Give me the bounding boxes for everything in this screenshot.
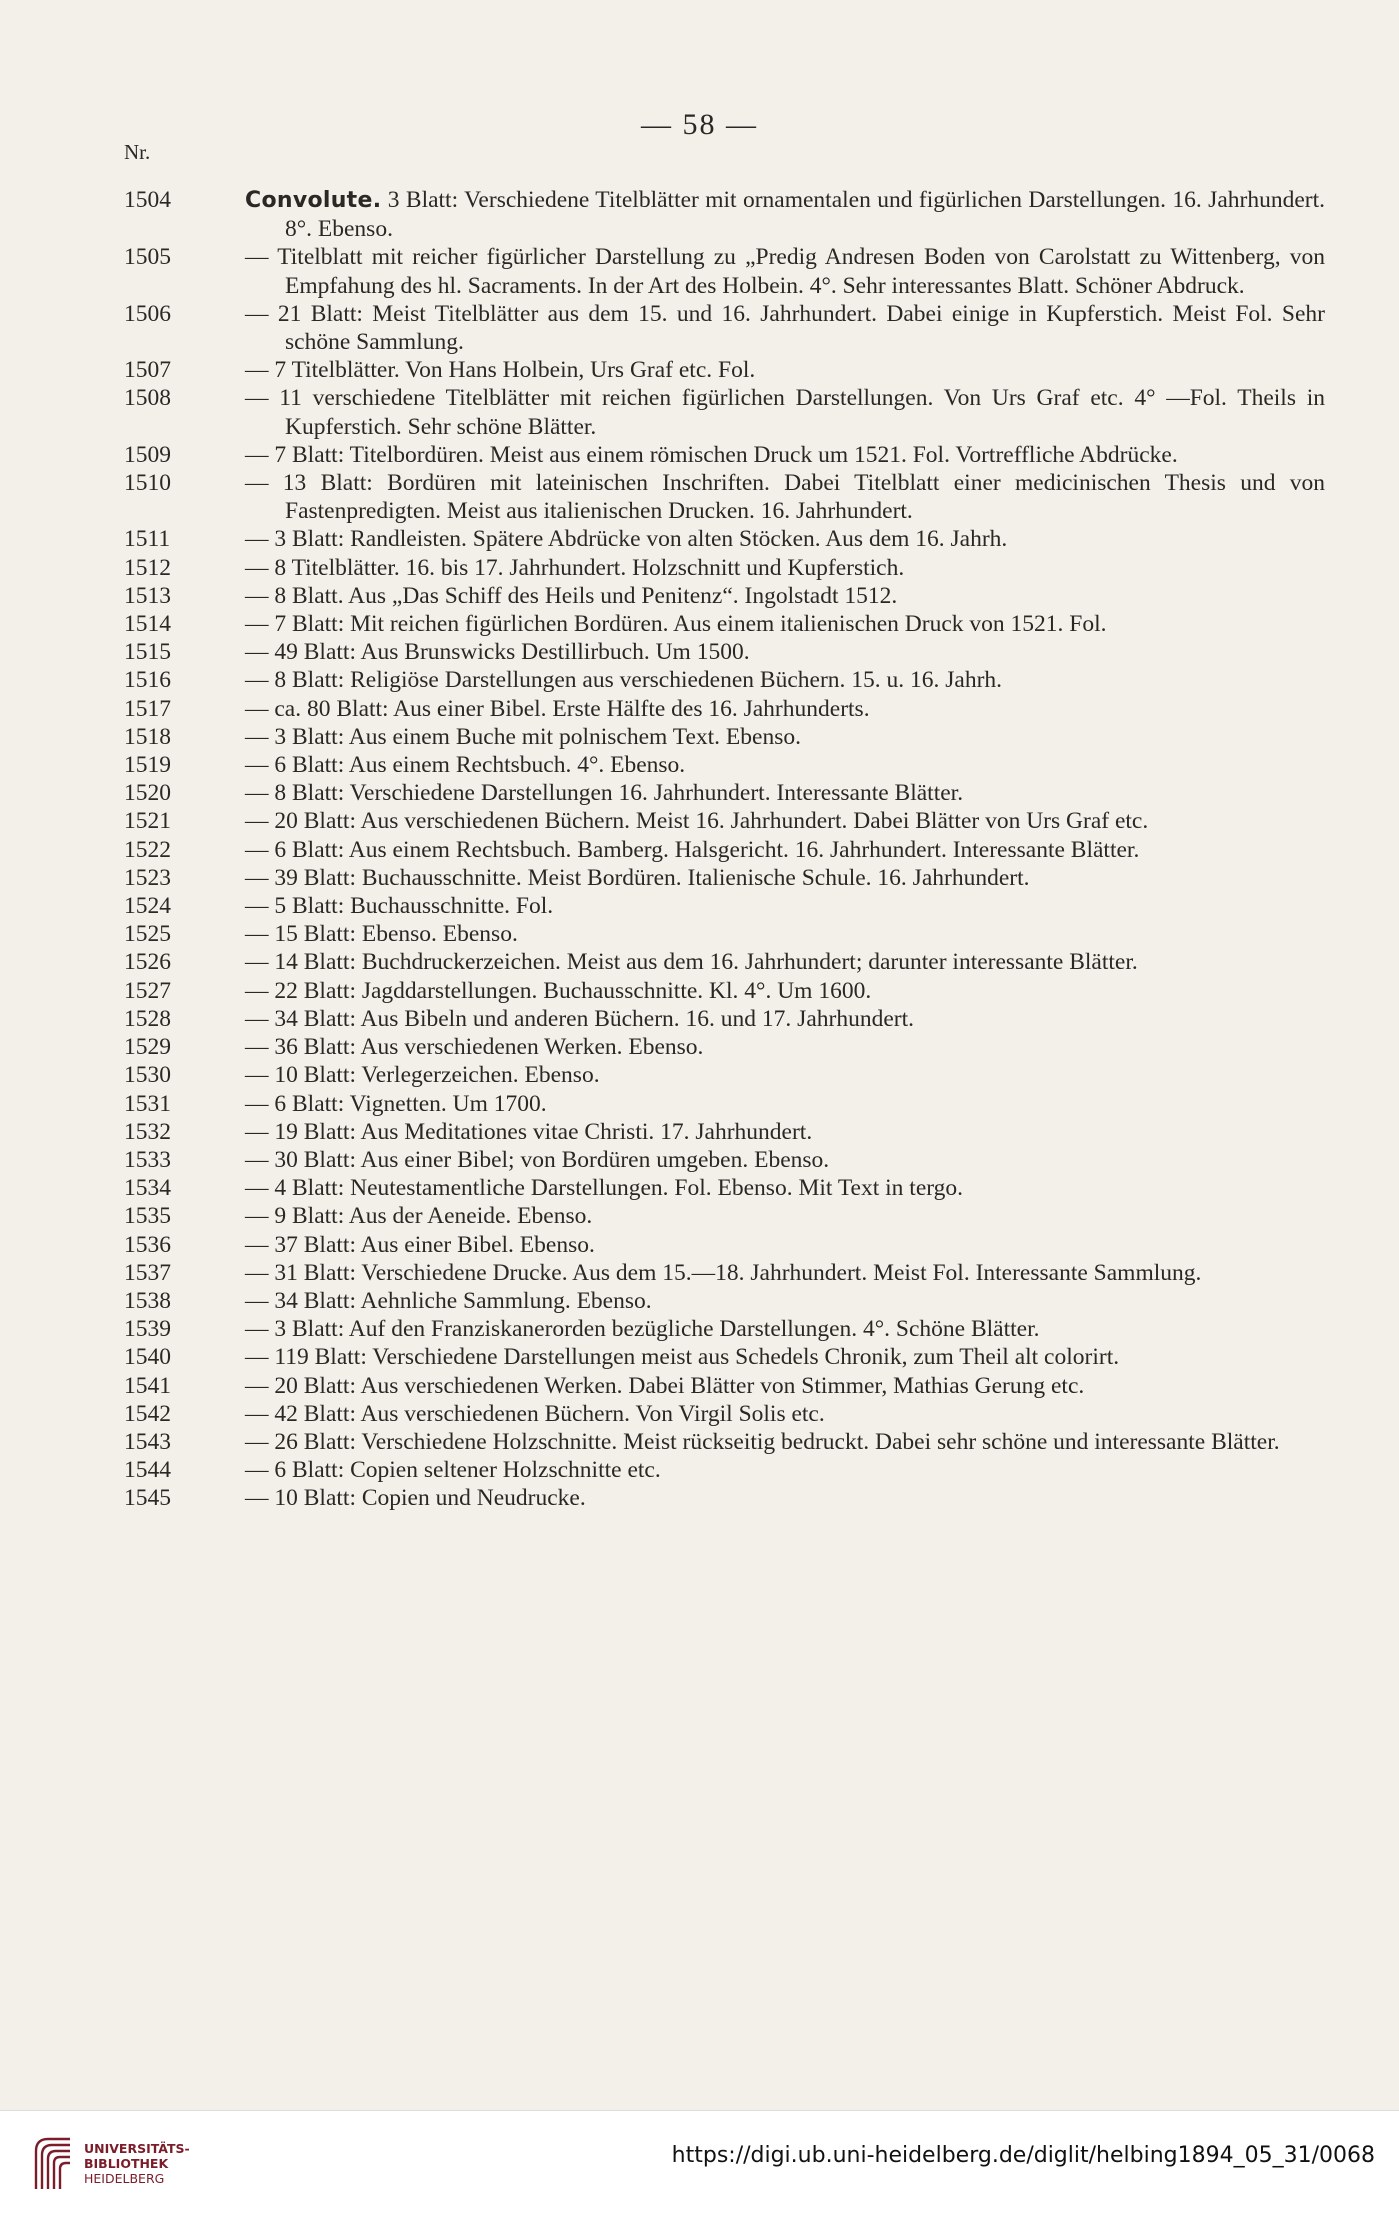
entry-description: [245, 807, 1325, 835]
entry-description: [245, 977, 1325, 1005]
entry-number: 1507: [124, 357, 171, 384]
entry-number: 1523: [124, 864, 171, 891]
entry-number: 1520: [124, 780, 171, 807]
catalogue-entry: [0, 1259, 1399, 1287]
entry-description: [245, 920, 1325, 948]
entry-description: [245, 1033, 1325, 1061]
entry-text: — 42 Blatt: Aus verschiedenen Büchern. Von Virgil Solis etc.: [245, 1400, 825, 1427]
catalogue-entry: [0, 1061, 1399, 1089]
entry-description: [245, 1315, 1325, 1343]
catalogue-entry: [0, 610, 1399, 638]
catalogue-entry: [0, 384, 1399, 440]
library-name: [84, 2141, 190, 2186]
entry-description: [245, 300, 1325, 356]
viewer-footer: [0, 2110, 1399, 2213]
catalogue-entry: [0, 1090, 1399, 1118]
entry-description: [245, 1005, 1325, 1033]
entry-description: [245, 779, 1325, 807]
entry-number: 1514: [124, 611, 171, 638]
entry-text: — 20 Blatt: Aus verschiedenen Werken. Dabei Blätter von Stimmer, Mathias Gerung etc.: [245, 1372, 1085, 1399]
entry-text: — 39 Blatt: Buchausschnitte. Meist Bordüren. Italienische Schule. 16. Jahrhundert.: [245, 864, 1030, 891]
entry-lead-word: Convolute.: [245, 188, 382, 213]
entry-text: — 6 Blatt: Copien seltener Holzschnitte etc.: [245, 1457, 661, 1484]
catalogue-entry: [0, 836, 1399, 864]
entry-number: 1518: [124, 723, 171, 750]
entry-description: [245, 1372, 1325, 1400]
entry-text: — 22 Blatt: Jagddarstellungen. Buchausschnitte. Kl. 4°. Um 1600.: [245, 977, 872, 1004]
entry-number: 1522: [124, 836, 171, 863]
catalogue-entry: [0, 892, 1399, 920]
entry-description: [245, 554, 1325, 582]
entry-description: [245, 864, 1325, 892]
entry-number: 1534: [124, 1175, 171, 1202]
entry-description: [245, 1118, 1325, 1146]
entry-number: 1538: [124, 1287, 171, 1314]
entry-text: — 8 Titelblätter. 16. bis 17. Jahrhundert. Holzschnitt und Kupferstich.: [245, 554, 905, 581]
entry-description: [245, 751, 1325, 779]
entry-text: — 6 Blatt: Aus einem Rechtsbuch. 4°. Ebenso.: [245, 752, 686, 779]
catalogue-entry: [0, 441, 1399, 469]
number-column-heading: Nr.: [124, 140, 151, 164]
entry-number: 1543: [124, 1428, 171, 1455]
entry-number: 1530: [124, 1062, 171, 1089]
catalogue-entries: [0, 186, 1399, 1513]
catalogue-entry: [0, 1400, 1399, 1428]
catalogue-entry: [0, 1428, 1399, 1456]
entry-text: — 7 Blatt: Mit reichen figürlichen Bordüren. Aus einem italienischen Druck von 1521. Fol.: [245, 611, 1107, 638]
entry-number: 1542: [124, 1400, 171, 1427]
entry-number: 1506: [124, 300, 171, 327]
entry-text: — 6 Blatt: Aus einem Rechtsbuch. Bamberg. Halsgericht. 16. Jahrhundert. Interessante Blätter.: [245, 836, 1140, 863]
entry-text: — 5 Blatt: Buchausschnitte. Fol.: [245, 893, 554, 920]
catalogue-entry: [0, 948, 1399, 976]
entry-number: 1513: [124, 582, 171, 609]
catalogue-entry: [0, 666, 1399, 694]
catalogue-entry: [0, 469, 1399, 525]
entry-number: 1536: [124, 1231, 171, 1258]
catalogue-entry: [0, 807, 1399, 835]
entry-number: 1529: [124, 1034, 171, 1061]
entry-text: — 7 Blatt: Titelbordüren. Meist aus einem römischen Druck um 1521. Fol. Vortreffliche Abdrücke.: [245, 441, 1178, 468]
entry-description: [245, 356, 1325, 384]
catalogue-entry: [0, 977, 1399, 1005]
entry-description: [245, 1400, 1325, 1428]
entry-number: 1519: [124, 752, 171, 779]
entry-description: [245, 469, 1325, 525]
catalogue-entry: [0, 864, 1399, 892]
catalogue-entry: [0, 243, 1399, 299]
entry-number: 1517: [124, 695, 171, 722]
entry-description: [245, 1231, 1325, 1259]
entry-number: 1508: [124, 385, 171, 412]
catalogue-entry: [0, 638, 1399, 666]
catalogue-entry: [0, 582, 1399, 610]
entry-description: [245, 836, 1325, 864]
entry-number: 1504: [124, 187, 171, 213]
entry-text: — ca. 80 Blatt: Aus einer Bibel. Erste Hälfte des 16. Jahrhunderts.: [245, 695, 870, 722]
entry-description: [245, 1202, 1325, 1230]
entry-text: — 15 Blatt: Ebenso. Ebenso.: [245, 921, 518, 948]
entry-number: 1540: [124, 1344, 171, 1371]
entry-number: 1511: [124, 526, 171, 553]
catalogue-entry: [0, 1484, 1399, 1512]
entry-text: — 3 Blatt: Aus einem Buche mit polnischem Text. Ebenso.: [245, 723, 801, 750]
entry-description: [245, 243, 1325, 299]
entry-description: [245, 666, 1325, 694]
entry-number: 1505: [124, 244, 171, 271]
entry-number: 1515: [124, 639, 171, 666]
entry-number: 1516: [124, 667, 171, 694]
entry-text: — 49 Blatt: Aus Brunswicks Destillirbuch. Um 1500.: [245, 639, 750, 666]
entry-description: [245, 1174, 1325, 1202]
catalogue-entry: [0, 751, 1399, 779]
entry-description: [245, 1287, 1325, 1315]
entry-text: — 7 Titelblätter. Von Hans Holbein, Urs Graf etc. Fol.: [245, 357, 756, 384]
entry-number: 1544: [124, 1457, 171, 1484]
entry-number: 1539: [124, 1316, 171, 1343]
entry-number: 1512: [124, 554, 171, 581]
catalogue-entry: [0, 1456, 1399, 1484]
entry-text: — 11 verschiedene Titelblätter mit reichen figürlichen Darstellungen. Von Urs Graf etc. 4° —Fol. Theils in Kupferstich. Sehr schöne Blätter.: [245, 385, 1325, 440]
entry-text: — 36 Blatt: Aus verschiedenen Werken. Ebenso.: [245, 1034, 704, 1061]
catalogue-entry: [0, 1146, 1399, 1174]
entry-text: — Titelblatt mit reicher figürlicher Darstellung zu „Predig Andresen Boden von Carolstatt zu Wittenberg, von Empfahung des hl. Sacraments. In der Art des Holbein. 4°. Sehr interessantes Blatt. Schöner Abdruck.: [245, 244, 1325, 299]
entry-description: [245, 1484, 1325, 1512]
entry-text: — 14 Blatt: Buchdruckerzeichen. Meist aus dem 16. Jahrhundert; darunter interessante Blätter.: [245, 949, 1138, 976]
entry-text: — 6 Blatt: Vignetten. Um 1700.: [245, 1090, 547, 1117]
entry-number: 1532: [124, 1118, 171, 1145]
entry-number: 1509: [124, 441, 171, 468]
entry-description: [245, 1061, 1325, 1089]
entry-description: [245, 638, 1325, 666]
catalogue-entry: [0, 723, 1399, 751]
entry-number: 1525: [124, 921, 171, 948]
entry-text: — 8 Blatt: Verschiedene Darstellungen 16. Jahrhundert. Interessante Blätter.: [245, 780, 964, 807]
entry-text: — 3 Blatt: Randleisten. Spätere Abdrücke von alten Stöcken. Aus dem 16. Jahrh.: [245, 526, 1008, 553]
entry-number: 1541: [124, 1372, 171, 1399]
entry-description: [245, 1343, 1325, 1371]
catalogue-entry: [0, 1231, 1399, 1259]
entry-description: [245, 610, 1325, 638]
entry-text: 3 Blatt: Verschiedene Titelblätter mit ornamentalen und figürlichen Darstellungen. 16. Jahrhundert. 8°. Ebenso.: [285, 187, 1325, 243]
library-name-line: HEIDELBERG: [84, 2171, 165, 2186]
catalogue-entry: [0, 779, 1399, 807]
catalogue-entry: [0, 1287, 1399, 1315]
entry-text: — 3 Blatt: Auf den Franziskanerorden bezügliche Darstellungen. 4°. Schöne Blätter.: [245, 1316, 1040, 1343]
entry-description: [245, 892, 1325, 920]
entry-description: [245, 948, 1325, 976]
library-name-line: UNIVERSITÄTS-: [84, 2141, 190, 2156]
entry-text: — 119 Blatt: Verschiedene Darstellungen meist aus Schedels Chronik, zum Theil alt colorirt.: [245, 1344, 1120, 1371]
ub-heidelberg-logo-icon: [30, 2129, 78, 2193]
catalogue-entry: [0, 554, 1399, 582]
entry-description: [245, 1428, 1325, 1456]
catalogue-entry: [0, 1372, 1399, 1400]
entry-description: [245, 1090, 1325, 1118]
catalogue-entry: [0, 1343, 1399, 1371]
entry-text: — 13 Blatt: Bordüren mit lateinischen Inschriften. Dabei Titelblatt einer medicinischen Thesis und von Fastenpredigten. Meist aus italienischen Drucken. 16. Jahrhundert.: [245, 470, 1325, 525]
entry-text: — 8 Blatt. Aus „Das Schiff des Heils und Penitenz“. Ingolstadt 1512.: [245, 582, 898, 609]
entry-number: 1524: [124, 893, 171, 920]
entry-number: 1537: [124, 1259, 171, 1286]
entry-text: — 34 Blatt: Aehnliche Sammlung. Ebenso.: [245, 1287, 652, 1314]
entry-text: — 20 Blatt: Aus verschiedenen Büchern. Meist 16. Jahrhundert. Dabei Blätter von Urs Graf etc.: [245, 808, 1149, 835]
entry-text: — 37 Blatt: Aus einer Bibel. Ebenso.: [245, 1231, 595, 1258]
entry-text: — 34 Blatt: Aus Bibeln und anderen Büchern. 16. und 17. Jahrhundert.: [245, 1005, 914, 1032]
catalogue-entry: [0, 1005, 1399, 1033]
entry-description: [245, 695, 1325, 723]
catalogue-entry: [0, 1202, 1399, 1230]
catalogue-entry: [0, 1118, 1399, 1146]
entry-number: 1531: [124, 1090, 171, 1117]
entry-text: — 26 Blatt: Verschiedene Holzschnitte. Meist rückseitig bedruckt. Dabei sehr schöne und interessante Blätter.: [245, 1428, 1280, 1455]
entry-number: 1545: [124, 1485, 171, 1512]
catalogue-entry: [0, 300, 1399, 356]
entry-description: [245, 384, 1325, 440]
entry-number: 1510: [124, 470, 171, 497]
page-number: — 58 —: [641, 108, 758, 141]
catalogue-entry: [0, 356, 1399, 384]
entry-number: 1533: [124, 1146, 171, 1173]
library-name-line: BIBLIOTHEK: [84, 2156, 169, 2171]
entry-text: — 8 Blatt: Religiöse Darstellungen aus verschiedenen Büchern. 15. u. 16. Jahrh.: [245, 667, 1003, 694]
entry-number: 1535: [124, 1203, 171, 1230]
entry-text: — 4 Blatt: Neutestamentliche Darstellungen. Fol. Ebenso. Mit Text in tergo.: [245, 1175, 964, 1202]
catalogue-entry: [0, 525, 1399, 553]
entry-description: [245, 723, 1325, 751]
entry-text: — 30 Blatt: Aus einer Bibel; von Bordüren umgeben. Ebenso.: [245, 1146, 830, 1173]
catalogue-entry: [0, 1033, 1399, 1061]
entry-description: [245, 1456, 1325, 1484]
entry-description: [245, 1259, 1325, 1287]
entry-text: — 10 Blatt: Copien und Neudrucke.: [245, 1485, 586, 1512]
entry-text: — 31 Blatt: Verschiedene Drucke. Aus dem 15.—18. Jahrhundert. Meist Fol. Interessante Sammlung.: [245, 1259, 1202, 1286]
entry-number: 1526: [124, 949, 171, 976]
entry-text: — 19 Blatt: Aus Meditationes vitae Christi. 17. Jahrhundert.: [245, 1118, 813, 1145]
catalogue-entry: [0, 1315, 1399, 1343]
entry-description: [245, 582, 1325, 610]
permalink-url[interactable]: https://digi.ub.uni-heidelberg.de/diglit/helbing1894_05_31/0068: [671, 2143, 1375, 2168]
catalogue-entry: [0, 920, 1399, 948]
entry-number: 1528: [124, 1005, 171, 1032]
entry-description: [245, 1146, 1325, 1174]
catalogue-entry: [0, 186, 1399, 243]
entry-number: 1521: [124, 808, 171, 835]
entry-description: [245, 525, 1325, 553]
entry-text: — 21 Blatt: Meist Titelblätter aus dem 15. und 16. Jahrhundert. Dabei einige in Kupferstich. Meist Fol. Sehr schöne Sammlung.: [245, 300, 1325, 356]
catalogue-entry: [0, 1174, 1399, 1202]
entry-number: 1527: [124, 977, 171, 1004]
catalogue-entry: [0, 695, 1399, 723]
entry-description: [245, 186, 1325, 243]
entry-description: [245, 441, 1325, 469]
entry-text: — 10 Blatt: Verlegerzeichen. Ebenso.: [245, 1062, 600, 1089]
entry-text: — 9 Blatt: Aus der Aeneide. Ebenso.: [245, 1203, 593, 1230]
